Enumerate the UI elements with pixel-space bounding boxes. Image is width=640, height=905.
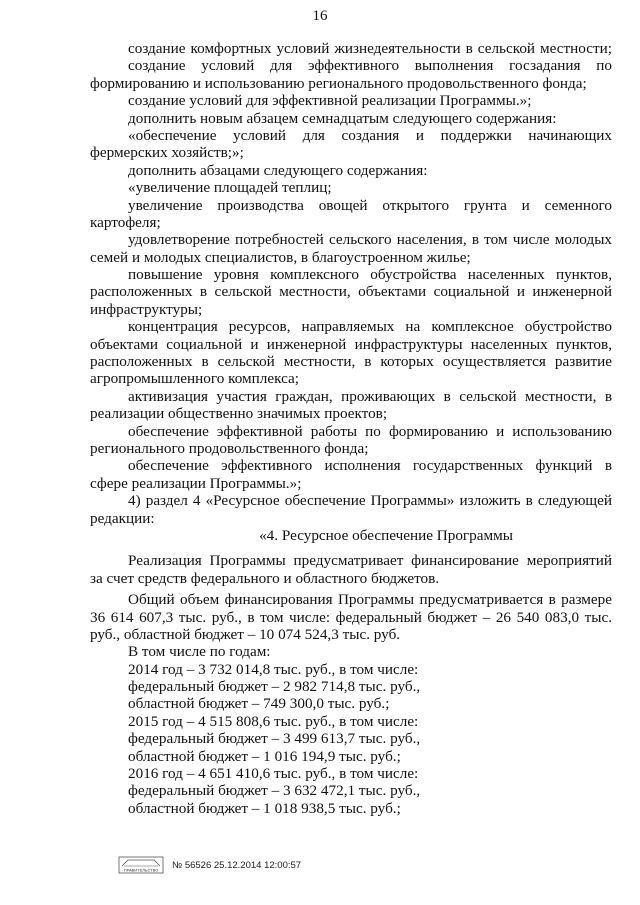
text-line: федеральный бюджет – 3 499 613,7 тыс. руб., bbox=[128, 730, 421, 748]
text-line: расположенных в сельской местности, в которых осуществляется развитие bbox=[90, 353, 612, 371]
text-line: 2014 год – 3 732 014,8 тыс. руб., в том числе: bbox=[128, 660, 419, 678]
paragraph bbox=[90, 197, 612, 232]
paragraph bbox=[90, 318, 612, 388]
paragraph-spacer bbox=[90, 544, 612, 552]
text-line: повышение уровня комплексного обустройства населенных пунктов, bbox=[128, 266, 612, 284]
paragraph bbox=[90, 730, 612, 747]
text-line: объектами социальной и инженерной инфраструктуры населенных пунктов, bbox=[90, 335, 612, 353]
paragraph bbox=[90, 162, 612, 179]
text-line: «4. Ресурсное обеспечение Программы bbox=[259, 526, 513, 544]
text-line: формированию и использованию регионального продовольственного фонда; bbox=[90, 74, 587, 92]
text-line: Общий объем финансирования Программы предусматривается в размере bbox=[128, 591, 612, 609]
paragraph bbox=[90, 661, 612, 678]
paragraph bbox=[90, 643, 612, 660]
text-line: реализации общественно значимых проектов; bbox=[90, 405, 388, 423]
text-line: концентрация ресурсов, направляемых на комплексное обустройство bbox=[128, 318, 612, 336]
text-line: областной бюджет – 1 018 938,5 тыс. руб.; bbox=[128, 799, 401, 817]
text-line: «увеличение площадей теплиц; bbox=[128, 179, 332, 197]
text-line: обеспечение эффективной работы по формированию и использованию bbox=[128, 422, 612, 440]
text-line: расположенных в сельской местности, объектами социальной и инженерной bbox=[90, 283, 612, 301]
text-line: 36 614 607,3 тыс. руб., в том числе: федеральный бюджет – 26 540 083,0 тыс. bbox=[90, 608, 612, 626]
text-line: «обеспечение условий для создания и поддержки начинающих bbox=[128, 126, 612, 144]
paragraph bbox=[90, 179, 612, 196]
paragraph bbox=[90, 266, 612, 318]
text-line: обеспечение эффективного исполнения государственных функций в bbox=[128, 457, 612, 475]
text-line: создание условий для эффективной реализации Программы.»; bbox=[128, 92, 532, 110]
text-line: В том числе по годам: bbox=[128, 643, 271, 661]
text-line: федеральный бюджет – 3 632 472,1 тыс. руб., bbox=[128, 782, 421, 800]
text-line: редакции: bbox=[90, 509, 155, 527]
paragraph bbox=[90, 713, 612, 730]
paragraph bbox=[90, 765, 612, 782]
paragraph bbox=[90, 40, 612, 57]
text-line: федеральный бюджет – 2 982 714,8 тыс. руб., bbox=[128, 678, 421, 696]
paragraph bbox=[90, 423, 612, 458]
text-line: регионального продовольственного фонда; bbox=[90, 439, 369, 457]
text-line: дополнить абзацами следующего содержания: bbox=[128, 161, 428, 179]
text-line: создание комфортных условий жизнедеятельности в сельской местности; bbox=[128, 40, 612, 57]
paragraph bbox=[90, 782, 612, 799]
paragraph bbox=[90, 57, 612, 92]
text-line: создание условий для эффективного выполнения госзадания по bbox=[128, 57, 612, 75]
text-line: картофеля; bbox=[90, 213, 161, 231]
paragraph bbox=[90, 552, 612, 587]
document-registration-info: № 56526 25.12.2014 12:00:57 bbox=[172, 859, 302, 871]
paragraph bbox=[90, 591, 612, 643]
text-line: 2016 год – 4 651 410,6 тыс. руб., в том числе: bbox=[128, 765, 419, 783]
paragraph bbox=[90, 127, 612, 162]
paragraph bbox=[90, 231, 612, 266]
text-line: областной бюджет – 749 300,0 тыс. руб.; bbox=[128, 695, 390, 713]
text-line: увеличение производства овощей открытого грунта и семенного bbox=[128, 196, 612, 214]
document-footer bbox=[118, 854, 301, 876]
text-line: активизация участия граждан, проживающих в сельской местности, в bbox=[128, 387, 612, 405]
paragraph bbox=[90, 678, 612, 695]
paragraph bbox=[90, 92, 612, 109]
document-body bbox=[90, 40, 612, 817]
text-line: 4) раздел 4 «Ресурсное обеспечение Программы» изложить в следующей bbox=[128, 492, 612, 510]
page-number: 16 bbox=[312, 8, 328, 24]
text-line: агропромышленного комплекса; bbox=[90, 370, 299, 388]
paragraph bbox=[90, 748, 612, 765]
stamp-text: ПРАВИТЕЛЬСТВО bbox=[123, 867, 159, 873]
text-line: инфраструктуры; bbox=[90, 300, 203, 318]
section-heading bbox=[90, 527, 612, 544]
text-line: руб., областной бюджет – 10 074 524,3 тыс. руб. bbox=[90, 625, 401, 643]
text-line: фермерских хозяйств;»; bbox=[90, 144, 244, 162]
paragraph bbox=[90, 110, 612, 127]
text-line: сфере реализации Программы.»; bbox=[90, 474, 302, 492]
paragraph bbox=[90, 695, 612, 712]
text-line: удовлетворение потребностей сельского населения, в том числе молодых bbox=[128, 231, 612, 249]
text-line: 2015 год – 4 515 808,6 тыс. руб., в том числе: bbox=[128, 712, 419, 730]
paragraph bbox=[90, 457, 612, 492]
text-line: областной бюджет – 1 016 194,9 тыс. руб.; bbox=[128, 747, 401, 765]
text-line: семей и молодых специалистов, в благоустроенном жилье; bbox=[90, 248, 471, 266]
text-line: дополнить новым абзацем семнадцатым следующего содержания: bbox=[128, 109, 557, 127]
text-line: за счет средств федерального и областного бюджетов. bbox=[90, 569, 440, 587]
paragraph bbox=[90, 388, 612, 423]
paragraph bbox=[90, 492, 612, 527]
government-stamp-logo bbox=[118, 856, 164, 874]
paragraph bbox=[90, 800, 612, 817]
text-line: Реализация Программы предусматривает финансирование мероприятий bbox=[128, 552, 612, 570]
